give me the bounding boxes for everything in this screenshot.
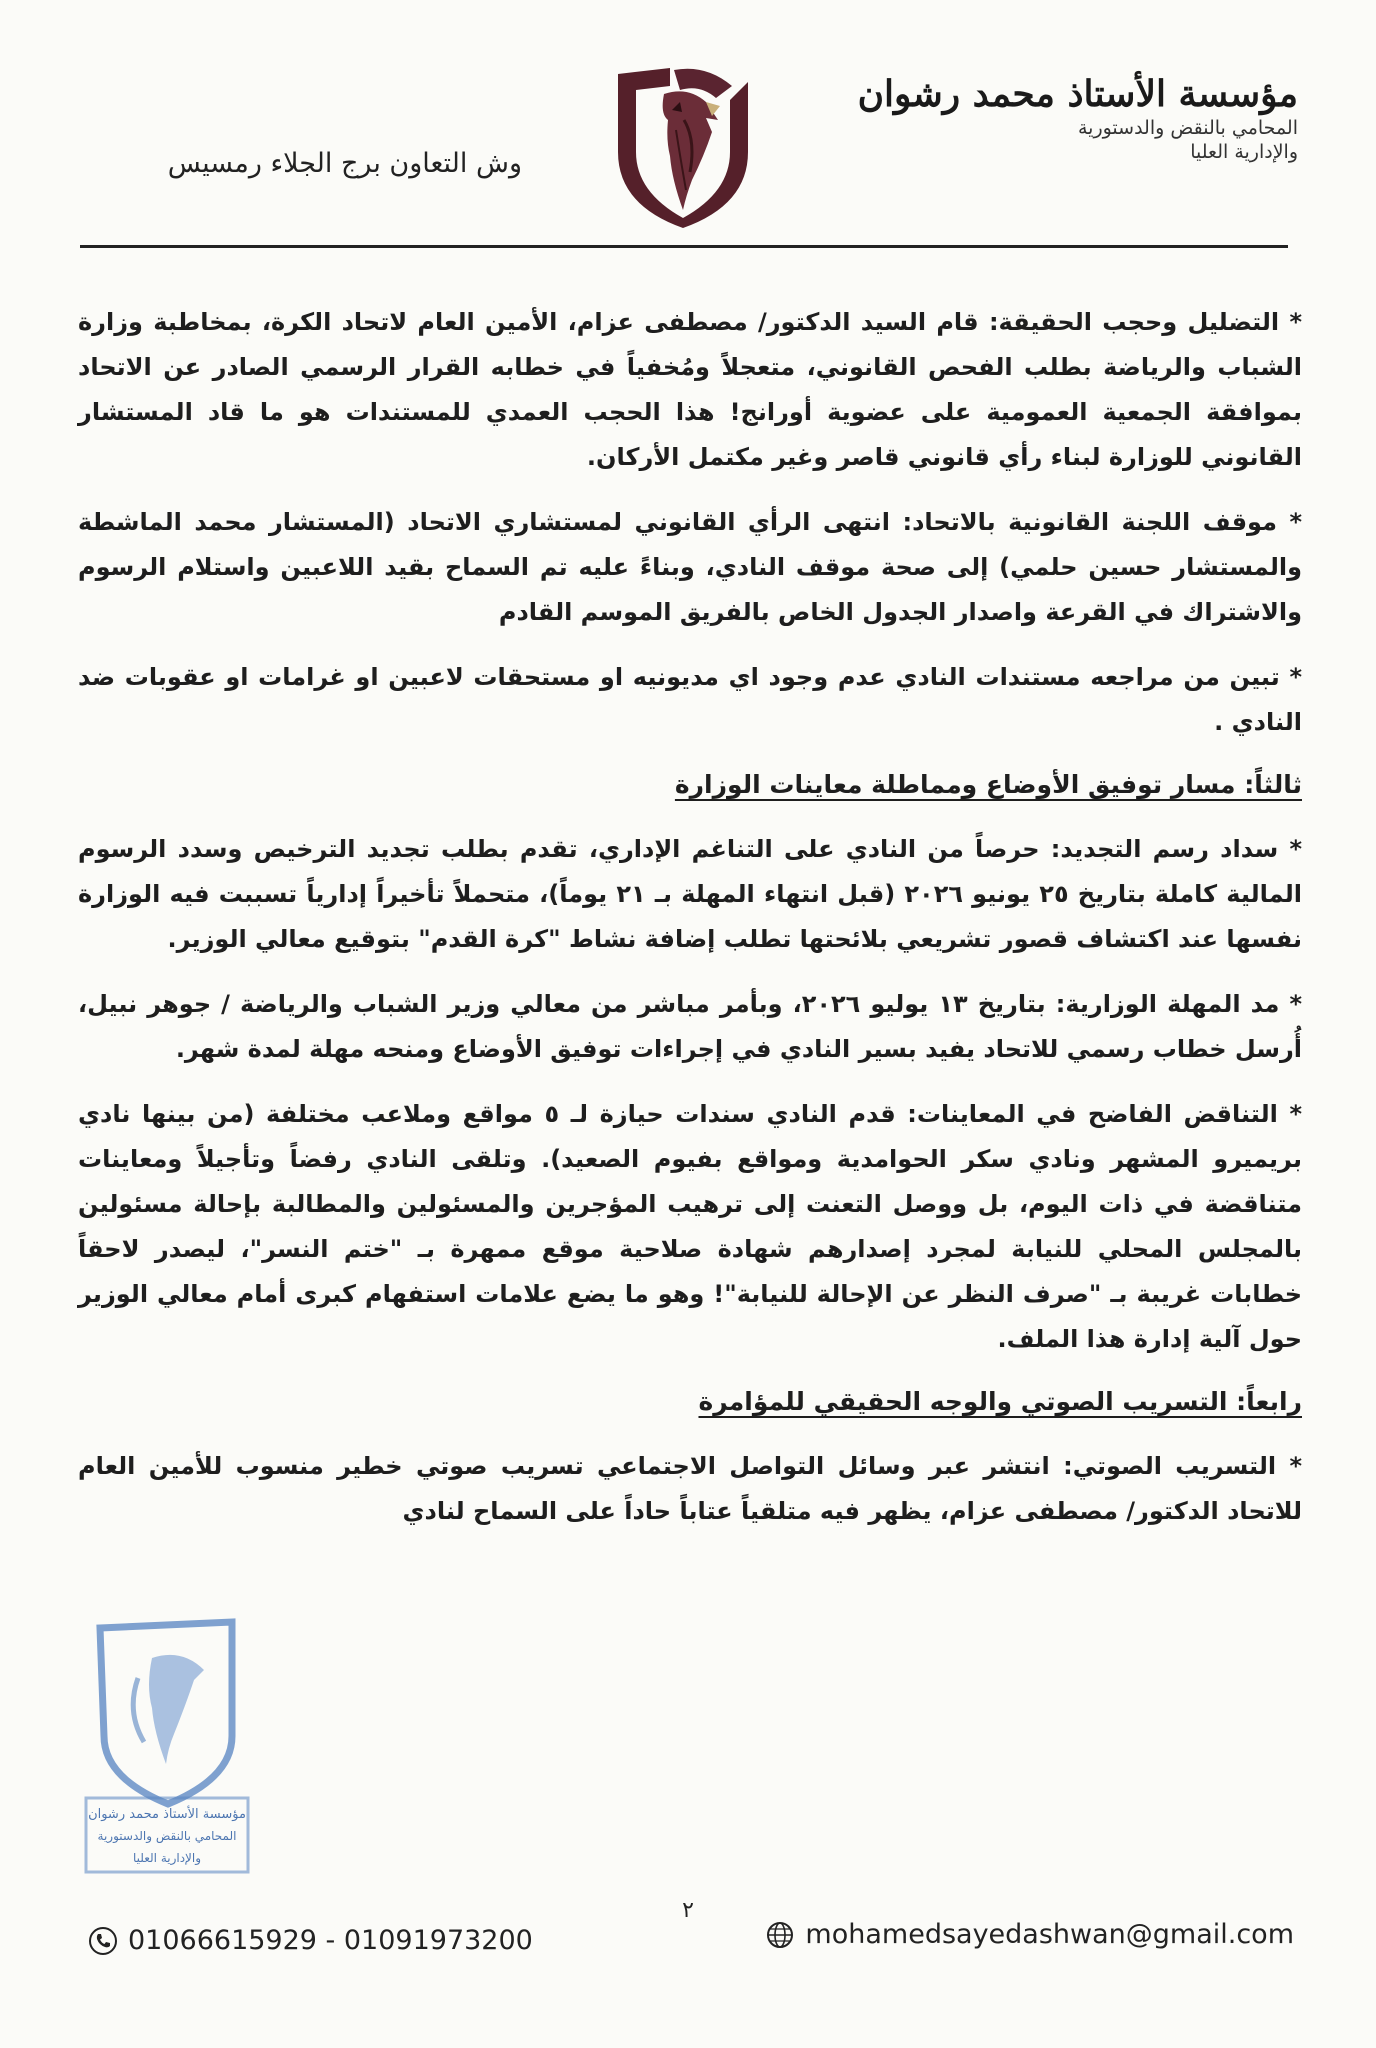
paragraph-legal-committee: * موقف اللجنة القانونية بالاتحاد: انتهى الرأي القانوني لمستشاري الاتحاد (المستشار محمد الماشطة والمستشار حسين حلمي) إلى صحة موقف النادي، وبناءً عليه تم السماح بقيد اللاعبين واستلام الرسوم والاشتراك في القرعة واصدار الجدول الخاص بالفريق الموسم القادم <box>78 508 1302 626</box>
email-address: mohamedsayedashwan@gmail.com <box>805 1919 1294 1950</box>
footer-email <box>765 1919 1294 1950</box>
paragraph-inspections: * التناقض الفاضح في المعاينات: قدم النادي سندات حيازة لـ ٥ مواقع وملاعب مختلفة (من بينها نادي بريميرو المشهر ونادي سكر الحوامدية ومواقع بفيوم الصعيد). وتلقى النادي رفضاً وتأجيلاً ومعاينات متناقضة في ذات اليوم، بل ووصل التعنت إلى ترهيب المؤجرين والمسئولين والمطالبة بإحالة مسئولين بالمجلس المحلي للنيابة لمجرد إصدارهم شهادة صلاحية موقع ممهرة بـ "ختم النسر"، ليصدر لاحقاً خطابات غريبة بـ "صرف النظر عن الإحالة للنيابة"! وهو ما يضع علامات استفهام كبرى أمام معالي الوزير حول آلية إدارة هذا الملف. <box>78 1100 1302 1353</box>
paragraph-no-debts: * تبين من مراجعه مستندات النادي عدم وجود اي مديونيه او مستحقات لاعبين او غرامات او عقوبات ضد النادي . <box>78 663 1302 736</box>
phone-icon <box>88 1926 118 1956</box>
stamp-line-3: والإدارية العليا <box>132 1851 202 1865</box>
globe-icon <box>765 1920 795 1950</box>
firm-subtitle-2: والإدارية العليا <box>1190 141 1298 163</box>
paragraph-deadline-extension: * مد المهلة الوزارية: بتاريخ ١٣ يوليو ٢٠٢٦، وبأمر مباشر من معالي وزير الشباب والرياضة / جوهر نبيل، أُرسل خطاب رسمي للاتحاد يفيد بسير النادي في إجراءات توفيق الأوضاع ومنحه مهلة لمدة شهر. <box>78 990 1302 1063</box>
office-stamp-icon <box>82 1608 252 1878</box>
letterhead <box>0 0 1376 250</box>
stamp-line-2: المحامي بالنقض والدستورية <box>97 1829 237 1843</box>
section-heading-fourth: رابعاً: التسريب الصوتي والوجه الحقيقي للمؤامرة <box>698 1387 1302 1416</box>
eagle-shield-logo-icon <box>608 60 758 230</box>
firm-name: مؤسسة الأستاذ محمد رشوان <box>857 73 1298 115</box>
letter-body <box>78 300 1302 1534</box>
paragraph-audio-leak: * التسريب الصوتي: انتشر عبر وسائل التواصل الاجتماعي تسريب صوتي خطير منسوب للأمين العام للاتحاد الدكتور/ مصطفى عزام، يظهر فيه متلقياً عتاباً حاداً على السماح لنادي <box>78 1452 1302 1525</box>
phone-numbers: 01066615929 - 01091973200 <box>128 1925 533 1956</box>
paragraph-renewal-fee: * سداد رسم التجديد: حرصاً من النادي على التناغم الإداري، تقدم بطلب تجديد الترخيص وسدد الرسوم المالية كاملة بتاريخ ٢٥ يونيو ٢٠٢٦ (قبل انتهاء المهلة بـ ٢١ يوماً)، متحملاً تأخيراً إدارياً تسببت فيه الوزارة نفسها عند اكتشاف قصور تشريعي بلائحتها تطلب إضافة نشاط "كرة القدم" بتوقيع معالي الوزير. <box>78 835 1303 953</box>
header-divider <box>80 245 1288 248</box>
firm-block <box>857 72 1298 164</box>
firm-subtitle-1: المحامي بالنقض والدستورية <box>1077 117 1298 139</box>
office-address: وش التعاون برج الجلاء رمسيس <box>167 148 522 179</box>
footer-phone <box>88 1925 533 1956</box>
paragraph-misleading: * التضليل وحجب الحقيقة: قام السيد الدكتور/ مصطفى عزام، الأمين العام لاتحاد الكرة، بمخاطبة وزارة الشباب والرياضة بطلب الفحص القانوني، متعجلاً ومُخفياً في خطابه القرار الرسمي الصادر عن الاتحاد بموافقة الجمعية العمومية على عضوية أورانج! هذا الحجب العمدي للمستندات هو ما قاد المستشار القانوني للوزارة لبناء رأي قانوني قاصر وغير مكتمل الأركان. <box>78 308 1302 471</box>
stamp-line-1: مؤسسة الأستاذ محمد رشوان <box>88 1807 246 1822</box>
section-heading-third: ثالثاً: مسار توفيق الأوضاع ومماطلة معاينات الوزارة <box>674 770 1302 799</box>
page-number: ٢ <box>682 1898 694 1923</box>
